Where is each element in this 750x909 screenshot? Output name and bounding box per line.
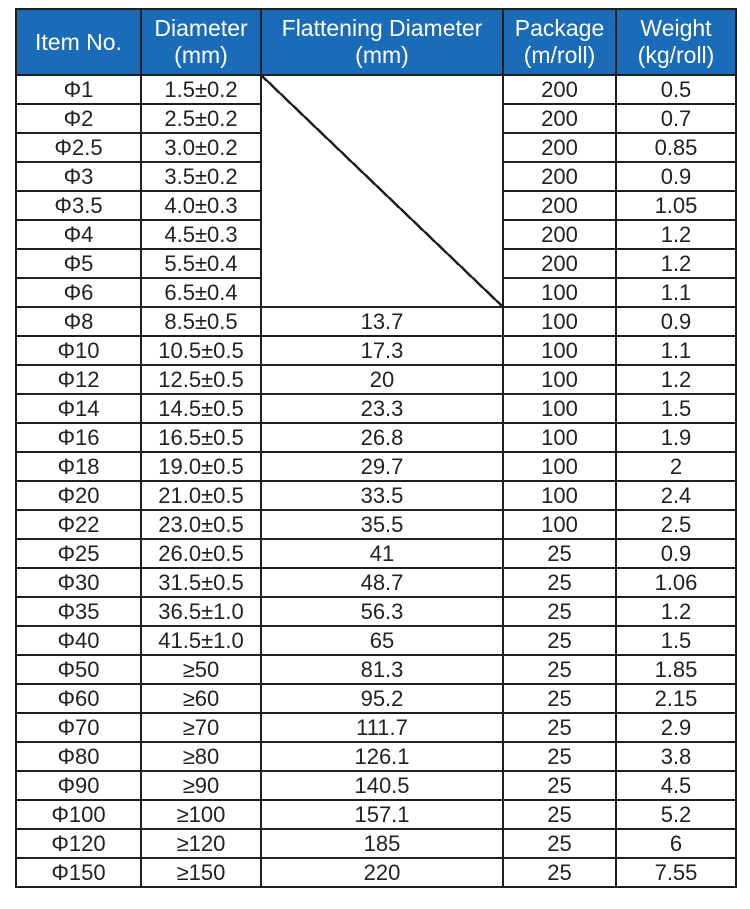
cell-diameter: 19.0±0.5: [141, 452, 261, 481]
table-row: [16, 336, 736, 365]
cell-diameter: 3.5±0.2: [141, 162, 261, 191]
cell-diameter: 41.5±1.0: [141, 626, 261, 655]
cell-weight: 0.85: [616, 133, 736, 162]
cell-diameter: ≥50: [141, 655, 261, 684]
cell-flattening: 126.1: [261, 742, 503, 771]
cell-package: 200: [503, 104, 616, 133]
header-diameter-line2: (mm): [174, 42, 228, 68]
cell-package: 200: [503, 133, 616, 162]
cell-weight: 0.9: [616, 162, 736, 191]
cell-diameter: 21.0±0.5: [141, 481, 261, 510]
cell-weight: 1.2: [616, 249, 736, 278]
cell-package: 100: [503, 365, 616, 394]
cell-diameter: 5.5±0.4: [141, 249, 261, 278]
header-package-line1: Package: [514, 15, 605, 41]
cell-flattening: 157.1: [261, 800, 503, 829]
table-row: [16, 829, 736, 858]
cell-item: Φ18: [16, 452, 141, 481]
cell-item: Φ150: [16, 858, 141, 887]
cell-diameter: ≥90: [141, 771, 261, 800]
cell-weight: 2.5: [616, 510, 736, 539]
cell-diameter: ≥80: [141, 742, 261, 771]
table-row: [16, 771, 736, 800]
cell-weight: 2.15: [616, 684, 736, 713]
header-weight: [616, 9, 736, 75]
table-row: [16, 307, 736, 336]
cell-item: Φ3.5: [16, 191, 141, 220]
cell-diameter: 36.5±1.0: [141, 597, 261, 626]
cell-item: Φ80: [16, 742, 141, 771]
cell-package: 100: [503, 278, 616, 307]
table-row: [16, 394, 736, 423]
table-row: [16, 539, 736, 568]
cell-package: 25: [503, 800, 616, 829]
cell-item: Φ12: [16, 365, 141, 394]
cell-flattening: 13.7: [261, 307, 503, 336]
cell-package: 100: [503, 394, 616, 423]
cell-flattening: 26.8: [261, 423, 503, 452]
cell-flattening: 33.5: [261, 481, 503, 510]
table-row: [16, 655, 736, 684]
cell-flattening: 48.7: [261, 568, 503, 597]
table-row: [16, 568, 736, 597]
table-row: [16, 510, 736, 539]
cell-package: 100: [503, 307, 616, 336]
cell-item: Φ5: [16, 249, 141, 278]
cell-diameter: ≥60: [141, 684, 261, 713]
cell-item: Φ16: [16, 423, 141, 452]
cell-diameter: ≥70: [141, 713, 261, 742]
cell-weight: 1.85: [616, 655, 736, 684]
cell-diameter: ≥120: [141, 829, 261, 858]
cell-package: 200: [503, 162, 616, 191]
cell-diameter: 23.0±0.5: [141, 510, 261, 539]
cell-weight: 2: [616, 452, 736, 481]
cell-item: Φ14: [16, 394, 141, 423]
cell-flattening: 140.5: [261, 771, 503, 800]
cell-item: Φ25: [16, 539, 141, 568]
cell-package: 100: [503, 510, 616, 539]
cell-item: Φ1: [16, 75, 141, 104]
cell-package: 25: [503, 539, 616, 568]
cell-weight: 0.5: [616, 75, 736, 104]
cell-diameter: 10.5±0.5: [141, 336, 261, 365]
cell-flattening: 17.3: [261, 336, 503, 365]
cell-package: 25: [503, 626, 616, 655]
cell-flattening: 111.7: [261, 713, 503, 742]
cell-flattening: 185: [261, 829, 503, 858]
cell-diameter: 3.0±0.2: [141, 133, 261, 162]
cell-package: 25: [503, 684, 616, 713]
header-diameter-line1: Diameter: [154, 15, 248, 41]
cell-flattening: 23.3: [261, 394, 503, 423]
cell-package: 100: [503, 336, 616, 365]
table-row: [16, 423, 736, 452]
header-package-line2: (m/roll): [523, 42, 596, 68]
cell-flattening: 95.2: [261, 684, 503, 713]
cell-weight: 1.1: [616, 278, 736, 307]
table-row: [16, 858, 736, 887]
cell-weight: 2.9: [616, 713, 736, 742]
table-row: [16, 597, 736, 626]
table-row: [16, 713, 736, 742]
cell-weight: 1.2: [616, 365, 736, 394]
cell-item: Φ100: [16, 800, 141, 829]
cell-diameter: 6.5±0.4: [141, 278, 261, 307]
cell-diameter: 4.5±0.3: [141, 220, 261, 249]
cell-item: Φ3: [16, 162, 141, 191]
cell-item: Φ120: [16, 829, 141, 858]
header-row: [16, 9, 736, 75]
cell-weight: 1.2: [616, 220, 736, 249]
cell-item: Φ20: [16, 481, 141, 510]
table-row: [16, 626, 736, 655]
cell-package: 25: [503, 597, 616, 626]
cell-diameter: 4.0±0.3: [141, 191, 261, 220]
cell-item: Φ60: [16, 684, 141, 713]
cell-flattening: 41: [261, 539, 503, 568]
cell-item: Φ4: [16, 220, 141, 249]
cell-flattening: 220: [261, 858, 503, 887]
cell-weight: 1.06: [616, 568, 736, 597]
table-row: [16, 365, 736, 394]
cell-package: 100: [503, 481, 616, 510]
cell-package: 200: [503, 220, 616, 249]
cell-item: Φ30: [16, 568, 141, 597]
header-weight-line2: (kg/roll): [637, 42, 715, 68]
table-header: [16, 9, 736, 75]
cell-diameter: 2.5±0.2: [141, 104, 261, 133]
cell-diameter: 31.5±0.5: [141, 568, 261, 597]
spec-table-container: [15, 8, 735, 888]
cell-package: 100: [503, 452, 616, 481]
table-row: [16, 75, 736, 104]
cell-flattening: 35.5: [261, 510, 503, 539]
cell-diameter: 1.5±0.2: [141, 75, 261, 104]
cell-package: 200: [503, 75, 616, 104]
cell-package: 25: [503, 771, 616, 800]
cell-item: Φ2.5: [16, 133, 141, 162]
header-flattening-diameter: [261, 9, 503, 75]
cell-weight: 1.05: [616, 191, 736, 220]
cell-diameter: 14.5±0.5: [141, 394, 261, 423]
header-package: [503, 9, 616, 75]
cell-item: Φ8: [16, 307, 141, 336]
cell-package: 25: [503, 655, 616, 684]
cell-weight: 1.2: [616, 597, 736, 626]
cell-weight: 2.4: [616, 481, 736, 510]
cell-item: Φ90: [16, 771, 141, 800]
cell-item: Φ6: [16, 278, 141, 307]
cell-weight: 1.1: [616, 336, 736, 365]
cell-flattening: 29.7: [261, 452, 503, 481]
header-flattening-line2: (mm): [355, 42, 409, 68]
cell-diameter: 26.0±0.5: [141, 539, 261, 568]
cell-package: 25: [503, 713, 616, 742]
cell-diameter: 16.5±0.5: [141, 423, 261, 452]
cell-package: 100: [503, 423, 616, 452]
header-item-no: [16, 9, 141, 75]
cell-weight: 3.8: [616, 742, 736, 771]
cell-diameter: 8.5±0.5: [141, 307, 261, 336]
cell-flattening: 81.3: [261, 655, 503, 684]
table-row: [16, 742, 736, 771]
cell-item: Φ22: [16, 510, 141, 539]
cell-item: Φ70: [16, 713, 141, 742]
cell-package: 25: [503, 858, 616, 887]
cell-item: Φ10: [16, 336, 141, 365]
header-item-no-line1: Item No.: [35, 28, 122, 55]
cell-weight: 4.5: [616, 771, 736, 800]
table-row: [16, 684, 736, 713]
header-weight-line1: Weight: [640, 15, 712, 41]
cell-weight: 1.5: [616, 394, 736, 423]
cell-item: Φ40: [16, 626, 141, 655]
cell-weight: 0.9: [616, 307, 736, 336]
table-row: [16, 800, 736, 829]
cell-diameter: ≥150: [141, 858, 261, 887]
cell-weight: 7.55: [616, 858, 736, 887]
cell-package: 200: [503, 249, 616, 278]
cell-weight: 0.7: [616, 104, 736, 133]
cell-item: Φ2: [16, 104, 141, 133]
cell-weight: 6: [616, 829, 736, 858]
cell-weight: 1.5: [616, 626, 736, 655]
header-flattening-line1: Flattening Diameter: [281, 15, 483, 41]
cell-weight: 5.2: [616, 800, 736, 829]
cell-item: Φ50: [16, 655, 141, 684]
flattening-na-cell: [261, 75, 503, 307]
cell-package: 25: [503, 742, 616, 771]
cell-diameter: ≥100: [141, 800, 261, 829]
cell-package: 200: [503, 191, 616, 220]
cell-flattening: 56.3: [261, 597, 503, 626]
cell-package: 25: [503, 568, 616, 597]
cell-package: 25: [503, 829, 616, 858]
cell-weight: 0.9: [616, 539, 736, 568]
cell-item: Φ35: [16, 597, 141, 626]
spec-table: [15, 8, 737, 888]
cell-weight: 1.9: [616, 423, 736, 452]
cell-diameter: 12.5±0.5: [141, 365, 261, 394]
cell-flattening: 65: [261, 626, 503, 655]
table-row: [16, 481, 736, 510]
header-diameter: [141, 9, 261, 75]
cell-flattening: 20: [261, 365, 503, 394]
table-row: [16, 452, 736, 481]
table-body: [16, 75, 736, 887]
